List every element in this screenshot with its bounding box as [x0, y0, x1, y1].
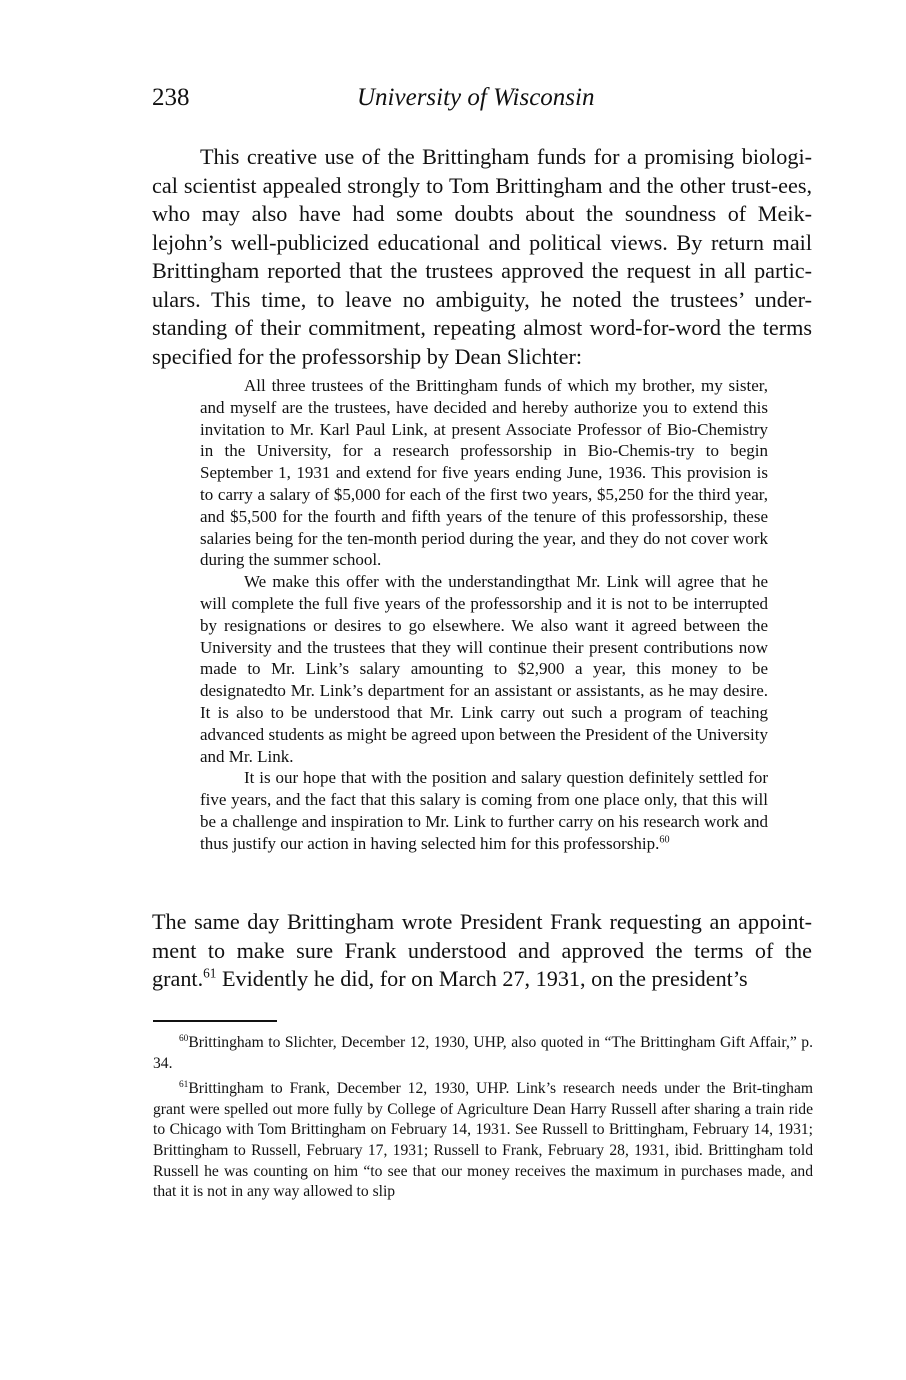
footnote-60-number: 60	[179, 1033, 189, 1044]
block-quote	[200, 375, 768, 855]
body-paragraph-2-text-a: The same day Brittingham wrote President Frank requesting an appoint-ment to make sure Frank understood and approved the terms of the grant.	[152, 909, 812, 991]
footnotes	[153, 1033, 813, 1208]
quote-paragraph-3	[200, 767, 768, 854]
footnote-61-number: 61	[179, 1080, 189, 1090]
footnote-ref-61: 61	[203, 965, 217, 981]
body-paragraph-1: This creative use of the Brittingham funds for a promising biologi-cal scientist appealed strongly to Tom Brittingham and the other trust-ees, who may also have had some doubts about the soundness of Meik-lejohn’s well-publicized educational and political views. By return mail Brittingham reported that the trustees approved the request in all partic-ulars. This time, to leave no ambiguity, he noted the trustees’ under-standing of their commitment, repeating almost word-for-word the terms specified for the professorship by Dean Slichter:	[152, 144, 812, 369]
footnote-60-text: Brittingham to Slichter, December 12, 1930, UHP, also quoted in “The Brittingham Gift Affair,” p. 34.	[153, 1034, 813, 1072]
footnote-60	[153, 1033, 813, 1074]
quote-paragraph-2: We make this offer with the understandingthat Mr. Link will agree that he will complete the full five years of the professorship and it is not to be interrupted by resignations or desires to go elsewhere. We also want it agreed between the University and the trustees that they will continue their present contributions now made to Mr. Link’s salary amounting to $2,900 a year, this money to be designatedto Mr. Link’s department for an assistant or assistants, as he may desire. It is also to be understood that Mr. Link carry out such a program of teaching advanced students as might be agreed upon between the President of the University and Mr. Link.	[200, 572, 768, 766]
footnote-ref-60: 60	[659, 834, 670, 846]
footnote-divider	[153, 1020, 277, 1022]
running-title: University of Wisconsin	[357, 84, 595, 111]
quote-paragraph-3-text: It is our hope that with the position and salary question definitely settled for five years, and the fact that this salary is coming from one place only, that this will be a challenge and inspiration to Mr. Link to further carry on his research work and thus justify our action in having selected him for this professorship.	[200, 768, 768, 853]
body-paragraph-2-text-b: Evidently he did, for on March 27, 1931, on the president’s	[216, 966, 748, 991]
body-paragraph-2	[152, 908, 812, 994]
footnote-61-text: Brittingham to Frank, December 12, 1930, UHP. Link’s research needs under the Brit-tingham grant were spelled out more fully by College of Agriculture Dean Harry Russell after sharing a train ride to Chicago with Tom Brittingham on February 14, 1931. See Russell to Brittingham, February 14, 1931; Brittingham to Russell, February 17, 1931; Russell to Frank, February 28, 1931, ibid. Brittingham told Russell he was counting on him “to see that our money receives the maximum in purchases made, and that it is not in any way allowed to slip	[153, 1080, 813, 1201]
quote-paragraph-1: All three trustees of the Brittingham funds of which my brother, my sister, and myself are the trustees, have decided and hereby authorize you to extend this invitation to Mr. Karl Paul Link, at present Associate Professor of Bio-Chemistry in the University, for a research professorship in Bio-Chemis-try to begin September 1, 1931 and extend for five years ending June, 1936. This provision is to carry a salary of $5,000 for each of the first two years, $5,250 for the third year, and $5,500 for the fourth and fifth years of the tenure of this professorship, these salaries being for the ten-month period during the year, and they do not cover work during the summer school.	[200, 376, 768, 570]
page-number: 238	[152, 84, 190, 111]
footnote-61	[153, 1079, 813, 1203]
page-header	[152, 84, 812, 120]
